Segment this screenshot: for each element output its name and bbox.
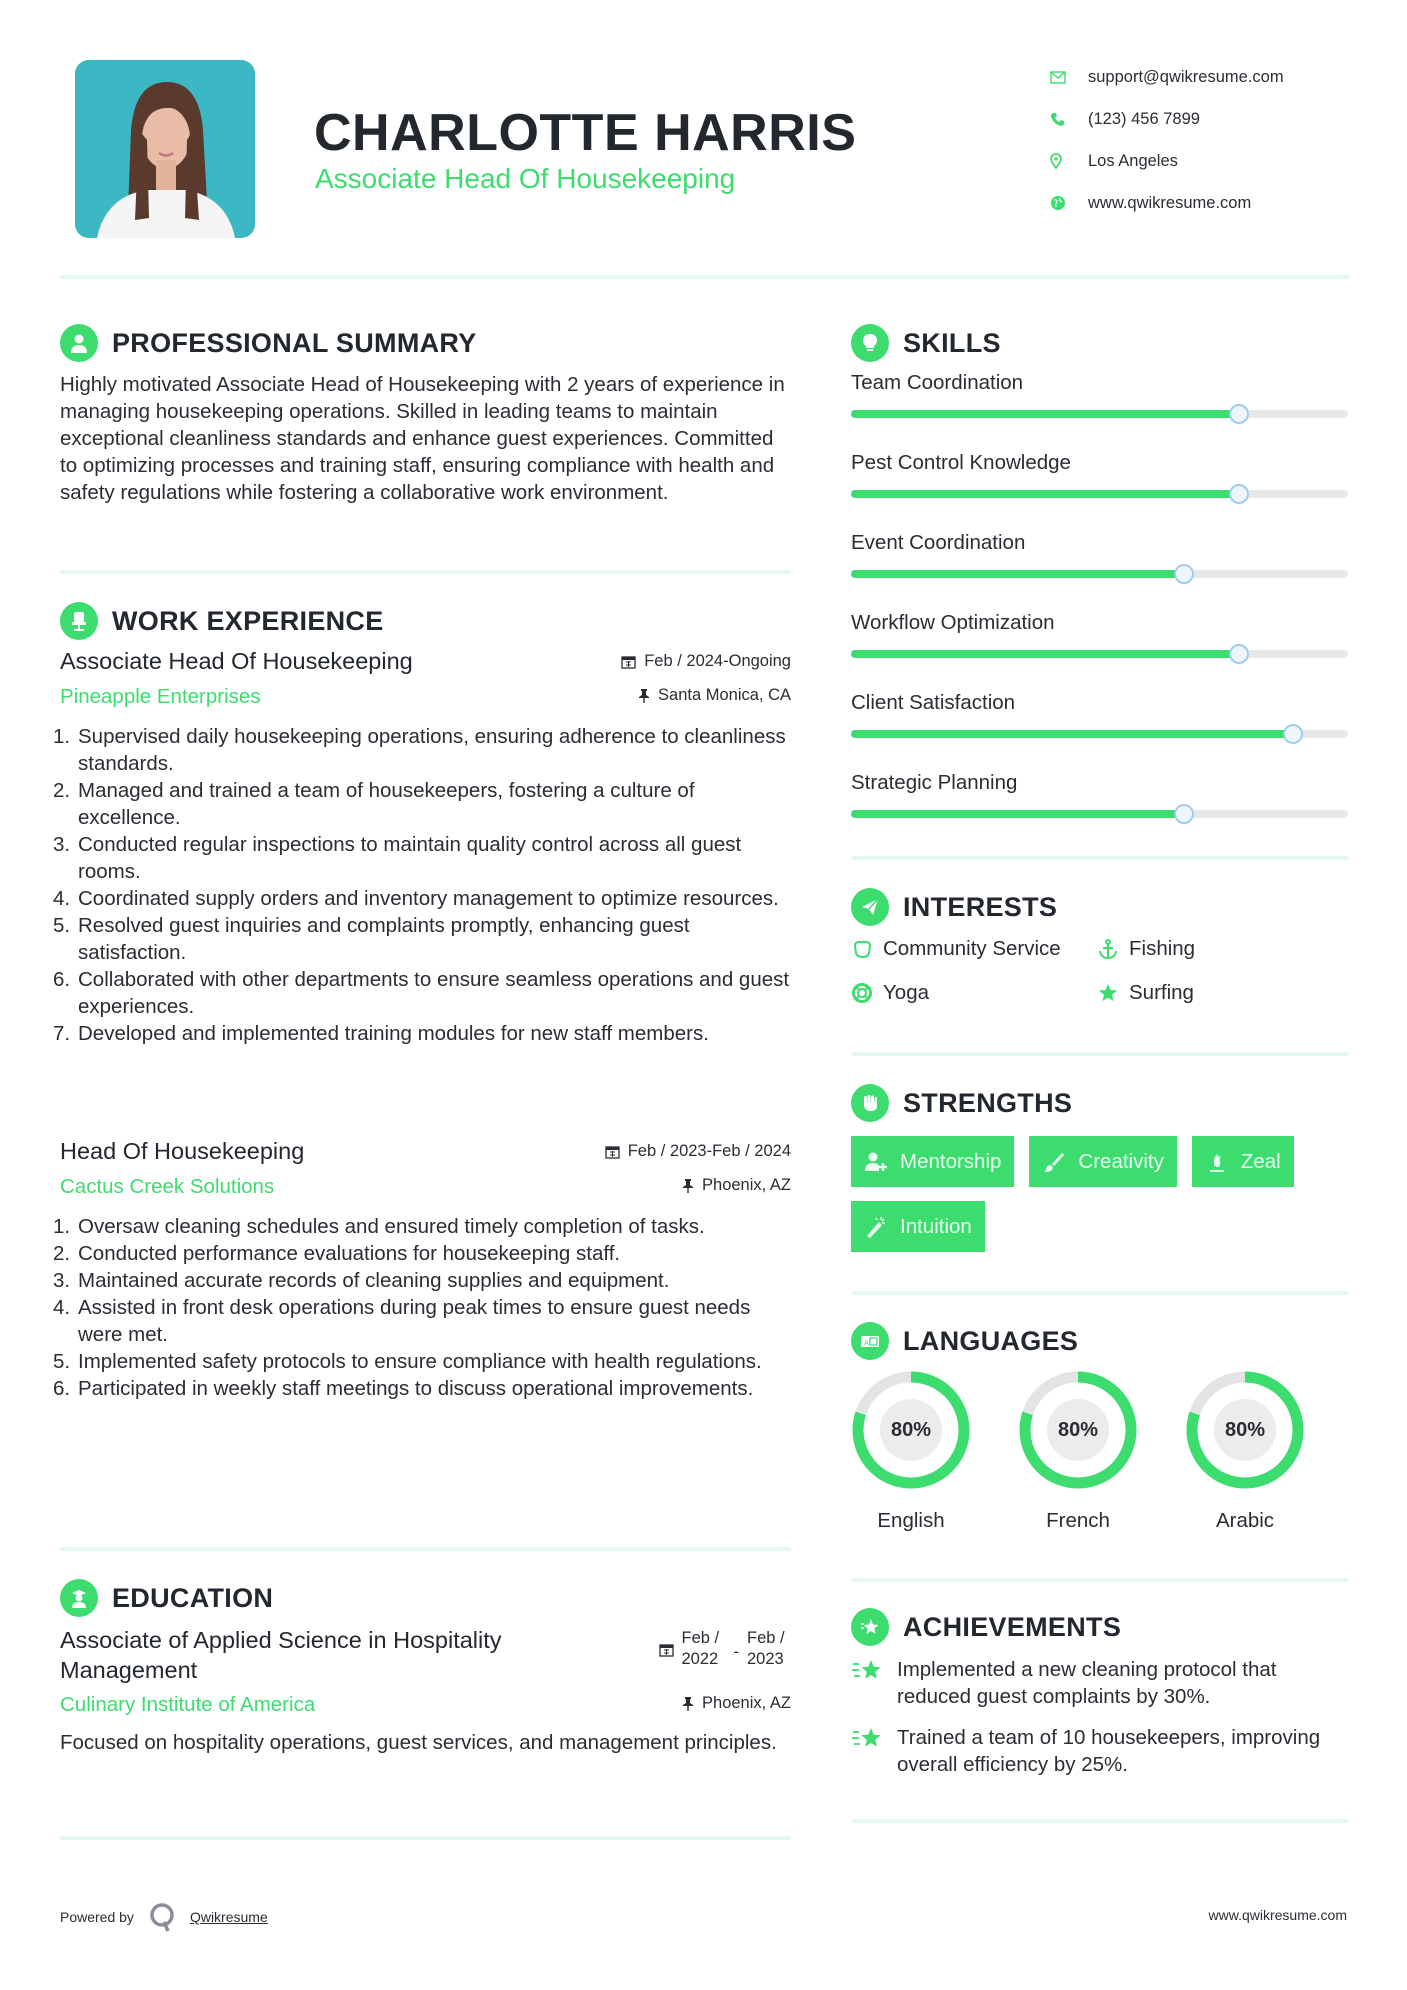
profile-photo <box>75 60 255 238</box>
calendar-icon <box>659 1642 674 1657</box>
pushpin-icon <box>682 1696 694 1711</box>
strengths-list <box>851 1136 1351 1252</box>
duty-item: Maintained accurate records of cleaning supplies and equipment. <box>78 1269 670 1292</box>
calendar-icon <box>621 654 636 669</box>
skills-list <box>851 368 1348 848</box>
contact-list <box>1050 56 1370 224</box>
interests-title: INTERESTS <box>903 891 1058 922</box>
skills-title: SKILLS <box>903 327 1001 358</box>
skill-item <box>851 768 1348 818</box>
duties-list <box>60 723 791 1047</box>
achievements-divider <box>851 1819 1348 1823</box>
languages-title: LANGUAGES <box>903 1325 1079 1356</box>
school-name: Culinary Institute of America <box>60 1693 316 1716</box>
skill-slider-handle[interactable] <box>1174 564 1194 584</box>
interests-list <box>851 935 1297 1007</box>
contact-phone[interactable] <box>1050 98 1370 140</box>
duty-item: Resolved guest inquiries and complaints promptly, enhancing guest satisfaction. <box>78 914 690 964</box>
flame-icon <box>1205 1151 1229 1173</box>
skill-level-slider[interactable] <box>851 410 1348 418</box>
job-dates-text: Feb / 2024-Ongoing <box>644 652 791 670</box>
language-name: French <box>1046 1509 1110 1532</box>
job-dates <box>605 1142 791 1161</box>
anchor-icon <box>1097 938 1119 960</box>
skill-level-fill <box>851 810 1184 818</box>
interest-item <box>1097 979 1297 1007</box>
education-entry <box>60 1625 791 1756</box>
phone-icon <box>1050 112 1088 127</box>
education-description: Focused on hospitality operations, guest services, and management principles. <box>60 1731 777 1754</box>
interest-label: Surfing <box>1129 981 1194 1004</box>
summary-heading <box>60 324 477 362</box>
language-name: English <box>877 1509 945 1532</box>
achievement-text: Trained a team of 10 housekeepers, improving overall efficiency by 25%. <box>897 1726 1321 1776</box>
interest-item <box>851 935 1097 963</box>
interests-divider <box>851 1052 1348 1056</box>
pushpin-icon <box>638 688 650 703</box>
job-title: Head Of Housekeeping <box>60 1138 305 1164</box>
duty-item: Assisted in front desk operations during peak times to ensure guest needs were met. <box>78 1296 751 1346</box>
skill-item <box>851 528 1348 578</box>
envelope-icon <box>1050 71 1088 84</box>
interest-item <box>851 979 1097 1007</box>
svg-text:A: A <box>864 1339 869 1347</box>
achievement-star-icon <box>851 1608 889 1646</box>
skill-level-fill <box>851 490 1239 498</box>
qwikresume-link[interactable]: Qwikresume <box>189 1909 268 1925</box>
job-location <box>682 1176 791 1195</box>
contact-location <box>1050 140 1370 182</box>
skill-slider-handle[interactable] <box>1174 804 1194 824</box>
language-icon <box>851 1322 889 1360</box>
qwikresume-logo-icon <box>148 1902 176 1932</box>
duty-item: Conducted performance evaluations for housekeeping staff. <box>78 1242 621 1265</box>
education-start: Feb / 2022 <box>681 1629 720 1668</box>
skill-level-fill <box>851 410 1239 418</box>
duty-item: Collaborated with other departments to ensure seamless operations and guest experiences. <box>78 968 790 1018</box>
education-location <box>682 1694 791 1713</box>
skill-item <box>851 368 1348 418</box>
language-item <box>1184 1369 1306 1533</box>
job-entry <box>60 648 791 1047</box>
strength-label: Intuition <box>900 1214 972 1238</box>
education-title: EDUCATION <box>112 1582 274 1613</box>
skill-name: Team Coordination <box>851 371 1024 394</box>
skill-name: Client Satisfaction <box>851 691 1016 714</box>
skill-name: Event Coordination <box>851 531 1026 554</box>
star-icon <box>1097 982 1119 1004</box>
strengths-title: STRENGTHS <box>903 1087 1073 1118</box>
duty-item: Managed and trained a team of housekeepers, fostering a culture of excellence. <box>78 779 695 829</box>
achievements-heading <box>851 1608 1121 1646</box>
fist-icon <box>851 1084 889 1122</box>
skill-slider-handle[interactable] <box>1229 644 1249 664</box>
skill-level-slider[interactable] <box>851 570 1348 578</box>
achievement-item <box>851 1656 1351 1710</box>
job-location-text: Santa Monica, CA <box>658 686 791 704</box>
language-percent: 80% <box>890 1418 932 1441</box>
education-heading <box>60 1579 273 1617</box>
interests-heading <box>851 888 1057 926</box>
contact-website-text: www.qwikresume.com <box>1088 193 1252 212</box>
hand-icon <box>851 938 873 960</box>
contact-phone-text: (123) 456 7899 <box>1088 109 1200 128</box>
languages-list <box>850 1369 1306 1533</box>
experience-title: WORK EXPERIENCE <box>112 605 384 636</box>
experience-divider <box>60 1547 791 1551</box>
job-entry <box>60 1138 791 1402</box>
achievements-list <box>851 1656 1351 1792</box>
header-divider <box>60 275 1350 279</box>
user-icon <box>60 324 98 362</box>
interest-item <box>1097 935 1297 963</box>
strength-chip <box>1192 1136 1294 1187</box>
languages-heading <box>851 1322 1078 1360</box>
duty-item: Conducted regular inspections to maintain quality control across all guest rooms. <box>78 833 742 883</box>
skill-level-fill <box>851 650 1239 658</box>
strengths-divider <box>851 1291 1348 1295</box>
interest-label: Community Service <box>883 937 1061 960</box>
office-chair-icon <box>60 602 98 640</box>
skill-slider-handle[interactable] <box>1229 484 1249 504</box>
duty-item: Supervised daily housekeeping operations, ensuring adherence to cleanliness standards. <box>78 725 786 775</box>
skills-heading <box>851 324 1001 362</box>
skill-item <box>851 688 1348 738</box>
strength-chip <box>851 1136 1014 1187</box>
language-percent: 80% <box>1224 1418 1266 1441</box>
achievements-title: ACHIEVEMENTS <box>903 1611 1122 1642</box>
language-progress-ring <box>1017 1369 1139 1491</box>
skill-name: Workflow Optimization <box>851 611 1055 634</box>
duties-list <box>60 1213 791 1402</box>
company-name: Cactus Creek Solutions <box>60 1175 275 1198</box>
summary-title: PROFESSIONAL SUMMARY <box>112 327 477 358</box>
skill-level-slider[interactable] <box>851 730 1348 738</box>
pushpin-icon <box>682 1178 694 1193</box>
strengths-heading <box>851 1084 1072 1122</box>
lightbulb-icon <box>851 324 889 362</box>
job-dates-text: Feb / 2023-Feb / 2024 <box>627 1142 791 1160</box>
skill-level-slider[interactable] <box>851 650 1348 658</box>
magic-wand-icon <box>864 1216 888 1238</box>
language-progress-ring <box>850 1369 972 1491</box>
language-item <box>850 1369 972 1533</box>
paintbrush-icon <box>1042 1151 1066 1173</box>
language-name: Arabic <box>1215 1509 1275 1532</box>
powered-by-label: Powered by <box>60 1909 134 1925</box>
globe-icon <box>1050 195 1088 211</box>
job-location-text: Phoenix, AZ <box>702 1176 791 1194</box>
skill-slider-handle[interactable] <box>1283 724 1303 744</box>
map-pin-icon <box>1050 153 1088 169</box>
education-location-text: Phoenix, AZ <box>702 1694 791 1712</box>
shooting-star-icon <box>851 1726 883 1752</box>
summary-divider <box>60 570 791 574</box>
user-plus-icon <box>864 1151 888 1173</box>
job-location <box>638 686 791 705</box>
contact-location-text: Los Angeles <box>1088 151 1178 170</box>
person-portrait-icon <box>75 60 255 238</box>
education-dates <box>659 1627 792 1671</box>
strength-chip <box>1029 1136 1176 1187</box>
job-title: Associate Head Of Housekeeping <box>60 648 413 674</box>
duty-item: Oversaw cleaning schedules and ensured timely completion of tasks. <box>78 1215 705 1238</box>
footer-website[interactable]: www.qwikresume.com <box>1208 1907 1347 1923</box>
contact-email-text: support@qwikresume.com <box>1088 67 1284 86</box>
language-item <box>1017 1369 1139 1533</box>
strength-chip <box>851 1201 985 1252</box>
skill-slider-handle[interactable] <box>1229 404 1249 424</box>
job-dates <box>621 652 791 671</box>
footer-powered-by <box>60 1902 268 1932</box>
skills-divider <box>851 856 1348 860</box>
duty-item: Coordinated supply orders and inventory management to optimize resources. <box>78 887 779 910</box>
graduate-icon <box>60 1579 98 1617</box>
duty-item: Implemented safety protocols to ensure compliance with health regulations. <box>78 1350 762 1373</box>
contact-website[interactable] <box>1050 182 1370 224</box>
skill-item <box>851 448 1348 498</box>
skill-level-slider[interactable] <box>851 810 1348 818</box>
degree-title: Associate of Applied Science in Hospitality Management <box>60 1627 502 1683</box>
duty-item: Developed and implemented training modules for new staff members. <box>78 1022 709 1045</box>
candidate-title: Associate Head Of Housekeeping <box>315 163 736 194</box>
strength-label: Creativity <box>1078 1149 1164 1173</box>
language-progress-ring <box>1184 1369 1306 1491</box>
summary-text: Highly motivated Associate Head of Housekeeping with 2 years of experience in managing housekeeping operations. Skilled in leading teams to maintain exceptional cleanliness standards and enhance guest experiences. Committed to optimizing processes and training staff, ensuring compliance with health and safety regulations while fostering a collaborative work environment. <box>60 373 785 504</box>
lifebuoy-icon <box>851 982 873 1004</box>
achievement-text: Implemented a new cleaning protocol that reduced guest complaints by 30%. <box>897 1658 1277 1708</box>
interest-label: Yoga <box>883 981 929 1004</box>
skill-name: Pest Control Knowledge <box>851 451 1071 474</box>
interest-label: Fishing <box>1129 937 1196 960</box>
language-percent: 80% <box>1057 1418 1099 1441</box>
duty-item: Participated in weekly staff meetings to discuss operational improvements. <box>78 1377 754 1400</box>
company-name: Pineapple Enterprises <box>60 685 261 708</box>
strength-label: Mentorship <box>900 1149 1002 1173</box>
shooting-star-icon <box>851 1658 883 1684</box>
education-date-separator: - <box>733 1642 739 1661</box>
languages-divider <box>851 1578 1348 1582</box>
skill-name: Strategic Planning <box>851 771 1018 794</box>
experience-heading <box>60 602 384 640</box>
paper-plane-icon <box>851 888 889 926</box>
education-divider <box>60 1836 791 1840</box>
strength-label: Zeal <box>1240 1149 1281 1173</box>
skill-level-fill <box>851 570 1184 578</box>
contact-email[interactable] <box>1050 56 1370 98</box>
achievement-item <box>851 1724 1351 1778</box>
skill-level-slider[interactable] <box>851 490 1348 498</box>
skill-level-fill <box>851 730 1293 738</box>
education-end: Feb / 2023 <box>747 1629 785 1668</box>
candidate-name: CHARLOTTE HARRIS <box>314 104 857 162</box>
calendar-icon <box>605 1144 620 1159</box>
skill-item <box>851 608 1348 658</box>
